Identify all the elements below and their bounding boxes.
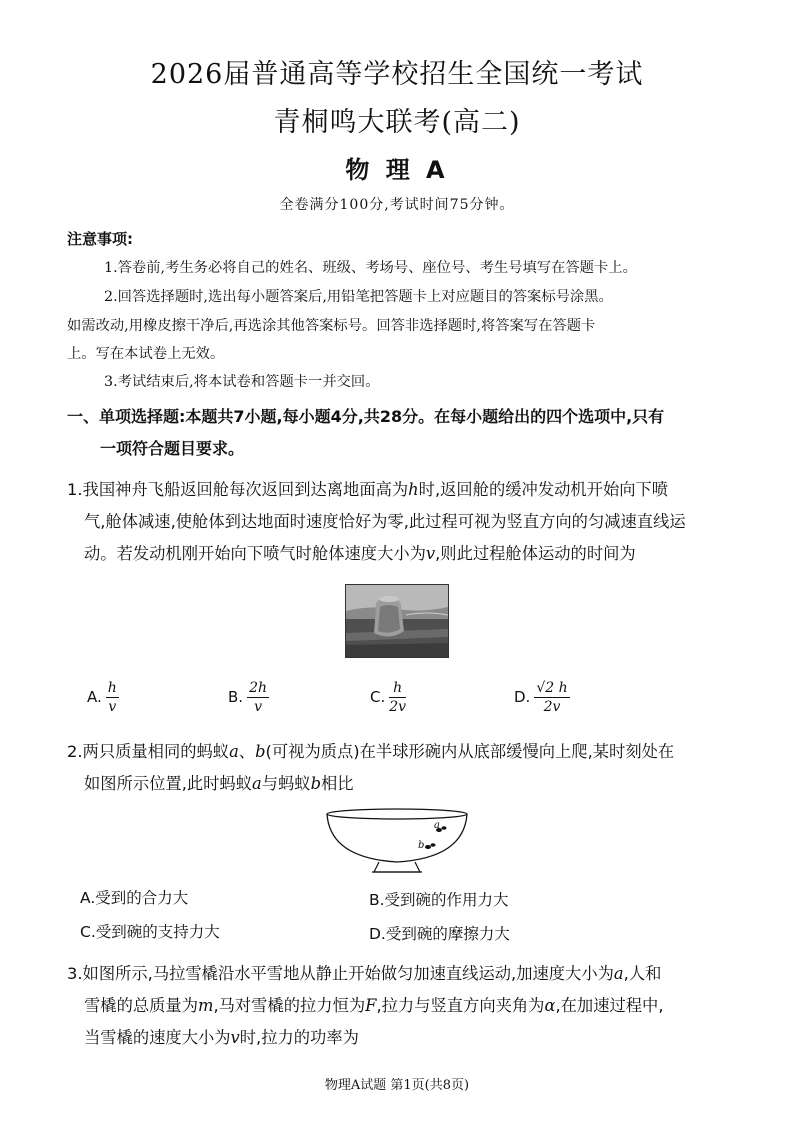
ant-b-label: b	[418, 840, 425, 851]
subject-title: 物 理 A	[345, 156, 449, 184]
question-3-line1: 3.如图所示,马拉雪橇沿水平雪地从静止开始做匀加速直线运动,加速度大小为a,人和	[67, 964, 662, 983]
notice-item-1: 1.答卷前,考生务必将自己的姓名、班级、考场号、座位号、考生号填写在答题卡上。	[104, 260, 637, 276]
ant-a-label: a	[434, 820, 440, 831]
question-1-option-b[interactable]: B. $\frac{2h}{v}$	[228, 680, 267, 715]
question-1-option-d[interactable]: D. $\frac{√2 h}{2v}$	[514, 680, 568, 715]
question-3-line3: 当雪橇的速度大小为v时,拉力的功率为	[84, 1028, 359, 1047]
exam-title-line2: 青桐鸣大联考(高二)	[273, 107, 521, 138]
bowl-diagram	[324, 806, 470, 878]
section-heading-line1: 一、单项选择题:本题共7小题,每小题4分,共28分。在每小题给出的四个选项中,只有	[67, 407, 665, 426]
full-mark-note: 全卷满分100分,考试时间75分钟。	[279, 197, 515, 213]
page-footer: 物理A试题 第1页(共8页)	[324, 1078, 470, 1093]
question-1-line3: 动。若发动机刚开始向下喷气时舱体速度大小为v,则此过程舱体运动的时间为	[84, 544, 636, 563]
question-1-line2: 气,舱体减速,使舱体到达地面时速度恰好为零,此过程可视为竖直方向的匀减速直线运	[84, 512, 686, 531]
notice-item-2-line3: 上。写在本试卷上无效。	[67, 346, 225, 362]
notice-item-2-line2: 如需改动,用橡皮擦干净后,再选涂其他答案标号。回答非选择题时,将答案写在答题卡	[67, 318, 596, 334]
question-3-line2: 雪橇的总质量为m,马对雪橇的拉力恒为F,拉力与竖直方向夹角为α,在加速过程中,	[84, 996, 664, 1015]
question-2-option-a[interactable]: A.受到的合力大	[80, 889, 189, 907]
notice-item-3: 3.考试结束后,将本试卷和答题卡一并交回。	[104, 374, 380, 390]
question-2-option-c[interactable]: C.受到碗的支持力大	[80, 923, 220, 941]
question-1-option-a[interactable]: A. $\frac{h}{v}$	[87, 680, 117, 715]
return-capsule-photo	[345, 584, 449, 658]
question-2-line2: 如图所示位置,此时蚂蚁a与蚂蚁b相比	[84, 774, 354, 793]
notice-heading: 注意事项:	[67, 230, 133, 248]
question-2-line1: 2.两只质量相同的蚂蚁a、b(可视为质点)在半球形碗内从底部缓慢向上爬,某时刻处在	[67, 742, 675, 761]
notice-item-2-line1: 2.回答选择题时,选出每小题答案后,用铅笔把答题卡上对应题目的答案标号涂黑。	[104, 289, 613, 305]
question-1-line1: 1.我国神舟飞船返回舱每次返回到达离地面高为h时,返回舱的缓冲发动机开始向下喷	[67, 480, 669, 499]
question-2-option-d[interactable]: D.受到碗的摩擦力大	[369, 925, 510, 943]
exam-title-line1: 2026届普通高等学校招生全国统一考试	[150, 59, 644, 90]
question-2-option-b[interactable]: B.受到碗的作用力大	[369, 891, 509, 909]
section-heading-line2: 一项符合题目要求。	[100, 439, 245, 458]
question-1-option-c[interactable]: C. $\frac{h}{2v}$	[370, 680, 407, 715]
